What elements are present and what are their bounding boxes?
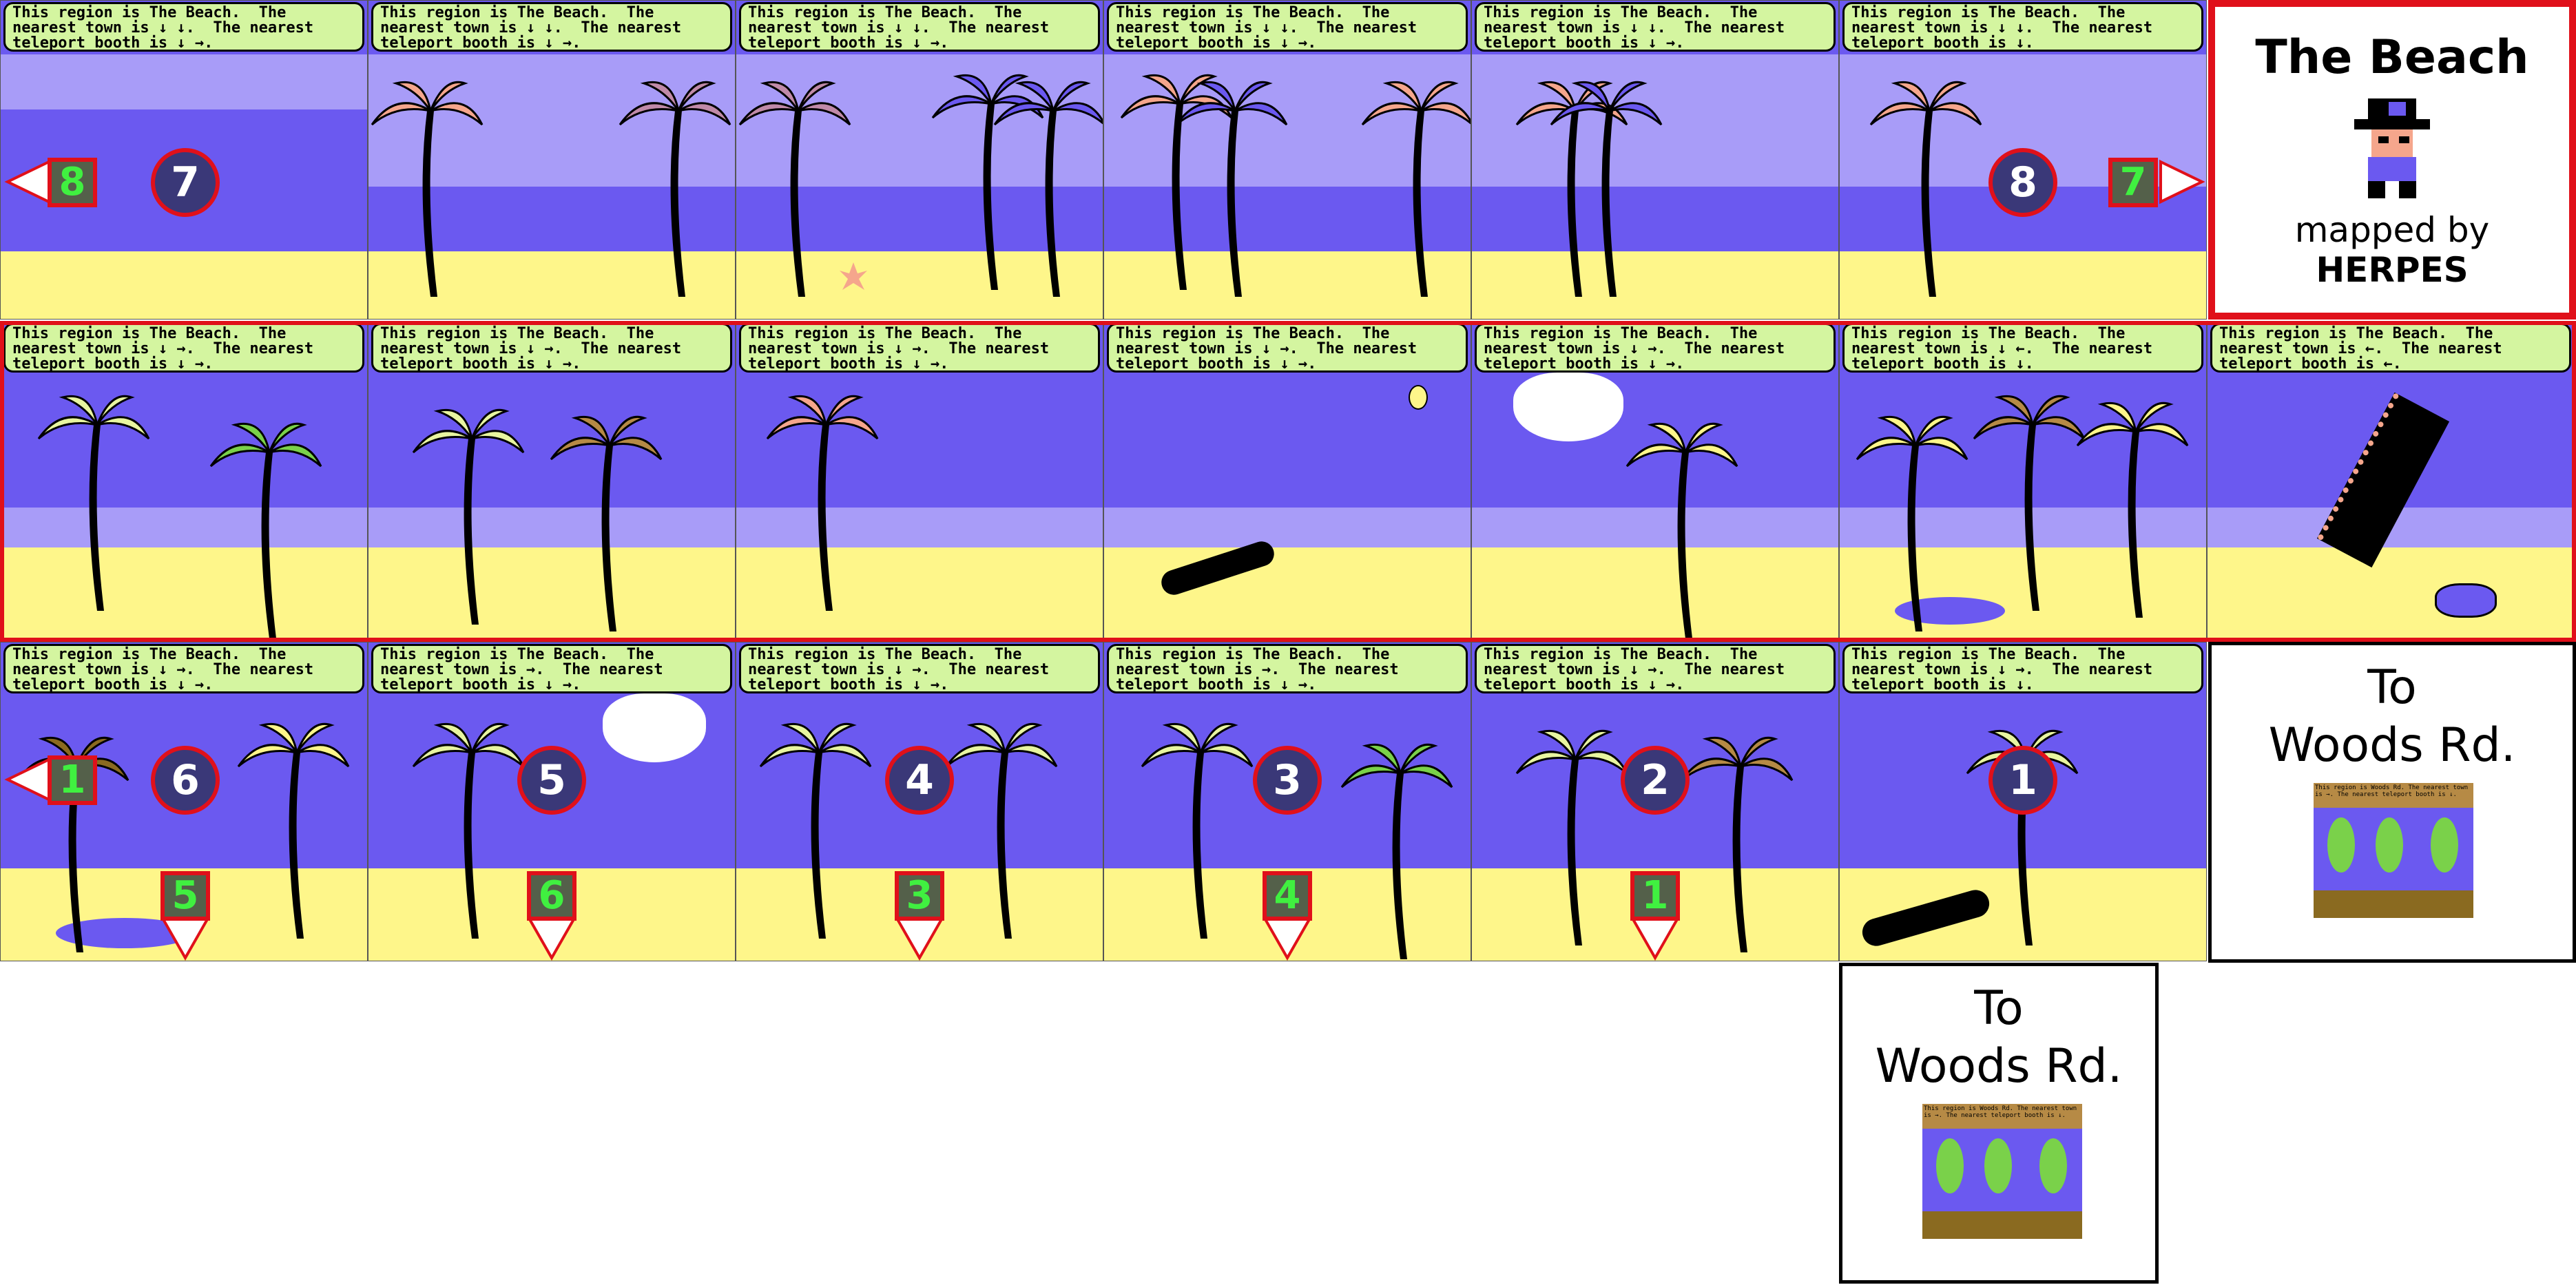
exit-marker-square: 1 bbox=[1630, 871, 1680, 921]
tile-r1c6[interactable] bbox=[2207, 321, 2576, 640]
treasure-pile-icon bbox=[2435, 583, 2497, 618]
location-marker-circle: 7 bbox=[151, 148, 220, 217]
palm-tree-icon bbox=[2074, 390, 2191, 618]
location-marker-circle: 3 bbox=[1253, 746, 1322, 815]
region-info-box: This region is The Beach. The nearest town is ↓ ←. The nearest teleport booth is ↓. bbox=[1842, 323, 2203, 373]
tile-r0c4[interactable] bbox=[1471, 0, 1839, 320]
woods-card-destination: Woods Rd. bbox=[1875, 1039, 2123, 1094]
region-info-box: This region is The Beach. The nearest town is ↓ →. The nearest teleport booth is ↓ →. bbox=[739, 323, 1100, 373]
tile-r0c1[interactable] bbox=[368, 0, 736, 320]
tile-r2c4[interactable] bbox=[1471, 642, 1839, 961]
palm-tree-icon bbox=[410, 397, 527, 625]
location-marker-circle: 2 bbox=[1621, 746, 1690, 815]
thumbnail-info-text: This region is Woods Rd. The nearest town is →. The nearest teleport booth is ↓. bbox=[1922, 1104, 2082, 1129]
palm-tree-icon bbox=[764, 384, 881, 611]
region-info-box: This region is The Beach. The nearest town is ↓ ↓. The nearest teleport booth is ↓. bbox=[1842, 2, 2203, 52]
exit-marker-square: 4 bbox=[1263, 871, 1312, 921]
location-marker-circle: 6 bbox=[151, 746, 220, 815]
tile-r0c2[interactable] bbox=[736, 0, 1103, 320]
palm-tree-icon bbox=[943, 711, 1060, 939]
tile-r1c3[interactable] bbox=[1103, 321, 1471, 640]
palm-tree-icon bbox=[1623, 411, 1741, 638]
south-exit-arrow[interactable] bbox=[895, 917, 944, 961]
woods-road-card-south[interactable] bbox=[1839, 963, 2159, 1284]
woods-card-destination: Woods Rd. bbox=[2268, 718, 2516, 773]
palm-tree-icon bbox=[1173, 70, 1290, 297]
region-info-box: This region is The Beach. The nearest town is ↓ ↓. The nearest teleport booth is ↓ →. bbox=[1107, 2, 1468, 52]
location-marker-circle: 4 bbox=[885, 746, 954, 815]
palm-tree-icon bbox=[736, 70, 853, 297]
region-info-box: This region is The Beach. The nearest town is ↓ →. The nearest teleport booth is ↓ →. bbox=[3, 644, 364, 693]
exit-marker-square: 7 bbox=[2108, 158, 2158, 207]
tile-r2c5[interactable] bbox=[1839, 642, 2207, 961]
palm-tree-icon bbox=[616, 70, 734, 297]
palm-tree-icon bbox=[991, 70, 1103, 297]
palm-tree-icon bbox=[1853, 404, 1971, 631]
palm-tree-icon bbox=[207, 411, 324, 638]
woods-road-card-east[interactable] bbox=[2208, 642, 2576, 963]
palm-tree-icon bbox=[757, 711, 874, 939]
woods-road-thumbnail bbox=[2314, 783, 2473, 918]
south-exit-arrow[interactable] bbox=[1630, 917, 1680, 961]
palm-tree-icon bbox=[548, 404, 665, 631]
south-exit-arrow[interactable] bbox=[1263, 917, 1312, 961]
tile-r0c3[interactable] bbox=[1103, 0, 1471, 320]
region-info-box: This region is The Beach. The nearest town is ←. The nearest teleport booth is ←. bbox=[2210, 323, 2571, 373]
tile-r2c1[interactable] bbox=[368, 642, 736, 961]
tile-r1c2[interactable] bbox=[736, 321, 1103, 640]
location-marker-circle: 1 bbox=[1988, 746, 2057, 815]
palm-tree-icon bbox=[1139, 711, 1256, 939]
west-exit-arrow[interactable] bbox=[3, 755, 52, 804]
palm-tree-icon bbox=[410, 711, 527, 939]
west-exit-arrow[interactable] bbox=[3, 158, 52, 206]
palm-tree-icon bbox=[1679, 725, 1796, 952]
region-info-box: This region is The Beach. The nearest town is ↓ →. The nearest teleport booth is ↓ →. bbox=[1107, 323, 1468, 373]
tile-r2c2[interactable] bbox=[736, 642, 1103, 961]
palm-tree-icon bbox=[1513, 718, 1630, 946]
palm-tree-icon bbox=[1548, 70, 1665, 297]
tile-r0c5[interactable] bbox=[1839, 0, 2207, 320]
region-info-box: This region is The Beach. The nearest town is ↓ →. The nearest teleport booth is ↓ →. bbox=[739, 644, 1100, 693]
mapped-by-label: mapped by bbox=[2294, 210, 2490, 250]
region-info-box: This region is The Beach. The nearest town is →. The nearest teleport booth is ↓ →. bbox=[371, 644, 732, 693]
tile-r2c3[interactable] bbox=[1103, 642, 1471, 961]
location-marker-circle: 5 bbox=[517, 746, 586, 815]
tile-r1c5[interactable] bbox=[1839, 321, 2207, 640]
exit-marker-square: 5 bbox=[160, 871, 210, 921]
location-marker-circle: 8 bbox=[1988, 148, 2057, 217]
east-exit-arrow[interactable] bbox=[2158, 158, 2206, 206]
map-title-card bbox=[2208, 0, 2576, 320]
region-info-box: This region is The Beach. The nearest town is ↓ →. The nearest teleport booth is ↓ →. bbox=[371, 323, 732, 373]
thumbnail-info-text: This region is Woods Rd. The nearest town is →. The nearest teleport booth is ↓. bbox=[2314, 783, 2473, 808]
palm-tree-icon bbox=[368, 70, 486, 297]
moon-icon bbox=[1409, 385, 1428, 410]
exit-marker-square: 3 bbox=[895, 871, 944, 921]
woods-road-thumbnail bbox=[1922, 1104, 2082, 1239]
region-info-box: This region is The Beach. The nearest town is ↓ →. The nearest teleport booth is ↓. bbox=[1842, 644, 2203, 693]
map-author: HERPES bbox=[2316, 250, 2469, 290]
palm-tree-icon bbox=[1867, 70, 1984, 297]
tile-r1c0[interactable] bbox=[0, 321, 368, 640]
region-info-box: This region is The Beach. The nearest town is ↓ →. The nearest teleport booth is ↓ →. bbox=[1475, 644, 1836, 693]
region-info-box: This region is The Beach. The nearest town is ↓ ↓. The nearest teleport booth is ↓ →. bbox=[739, 2, 1100, 52]
region-info-box: This region is The Beach. The nearest town is ↓ ↓. The nearest teleport booth is ↓ →. bbox=[1475, 2, 1836, 52]
cloud-icon bbox=[603, 693, 706, 762]
palm-tree-icon bbox=[1971, 384, 2088, 611]
region-info-box: This region is The Beach. The nearest town is ↓ ↓. The nearest teleport booth is ↓ →. bbox=[3, 2, 364, 52]
exit-marker-square: 1 bbox=[48, 755, 97, 805]
tile-r2c0[interactable] bbox=[0, 642, 368, 961]
cloud-icon bbox=[1513, 373, 1623, 441]
tile-r0c0[interactable] bbox=[0, 0, 368, 320]
map-title: The Beach bbox=[2255, 30, 2529, 85]
woods-card-to-label: To bbox=[1974, 981, 2024, 1036]
exit-marker-square: 8 bbox=[48, 158, 97, 207]
palm-tree-icon bbox=[35, 384, 152, 611]
region-info-box: This region is The Beach. The nearest town is ↓ ↓. The nearest teleport booth is ↓ →. bbox=[371, 2, 732, 52]
palm-tree-icon bbox=[235, 711, 352, 939]
region-info-box: This region is The Beach. The nearest town is ↓ →. The nearest teleport booth is ↓ →. bbox=[3, 323, 364, 373]
woods-card-to-label: To bbox=[2367, 660, 2417, 715]
detective-character-icon bbox=[2334, 98, 2451, 202]
region-info-box: This region is The Beach. The nearest town is →. The nearest teleport booth is ↓ →. bbox=[1107, 644, 1468, 693]
exit-marker-square: 6 bbox=[527, 871, 577, 921]
palm-tree-icon bbox=[1338, 732, 1455, 959]
tile-r1c1[interactable] bbox=[368, 321, 736, 640]
region-info-box: This region is The Beach. The nearest town is ↓ →. The nearest teleport booth is ↓ →. bbox=[1475, 323, 1836, 373]
palm-tree-icon bbox=[1359, 70, 1471, 297]
south-exit-arrow[interactable] bbox=[527, 917, 577, 961]
south-exit-arrow[interactable] bbox=[160, 917, 210, 961]
tile-r1c4[interactable] bbox=[1471, 321, 1839, 640]
